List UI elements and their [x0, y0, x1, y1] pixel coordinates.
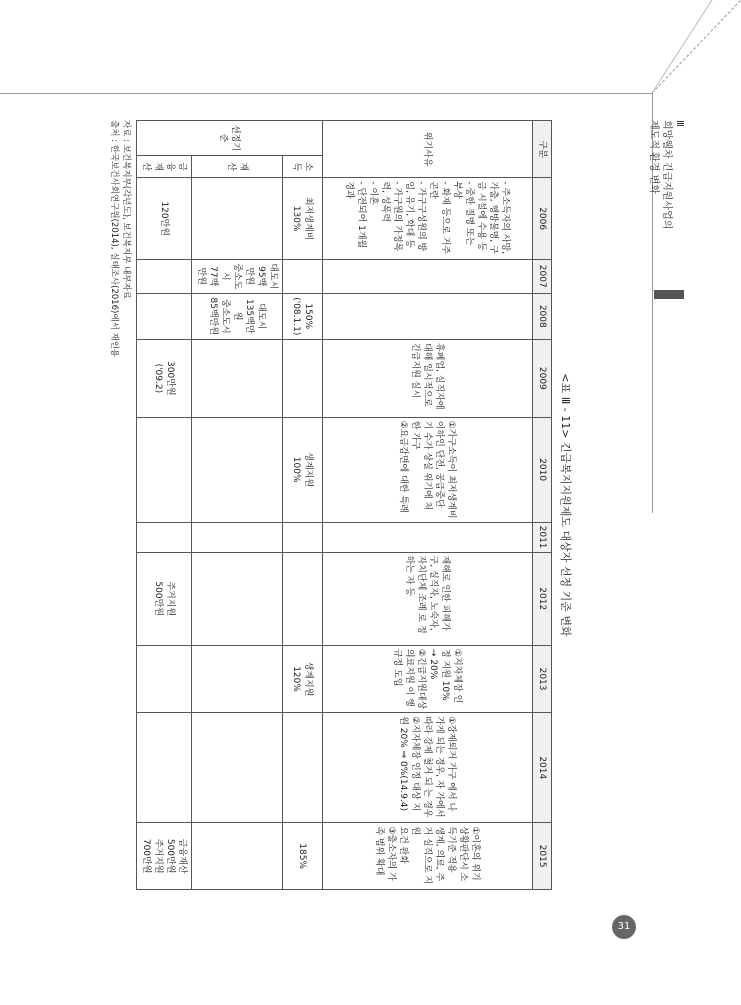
criteria-table [136, 120, 552, 890]
row-finance [137, 121, 192, 890]
cell-income-2015: 185% [283, 823, 323, 890]
cell-empty [323, 259, 533, 293]
cell-income-2006 [283, 178, 323, 260]
header-year: 2015 [533, 823, 552, 890]
cell-empty [323, 293, 533, 339]
cell-crisis-2012: 재해로 인한 피해가구, 실직자, 노숙자, 자치단체 조례 로 정하는 자 등 [323, 552, 533, 645]
cell-crisis-2010: ①가구소득이 최저생계비 이하인 단전, 공급중단 기 수가 상실 위기에 처한 가구 ②요금감면에 대한 특례 [323, 417, 533, 522]
row-label-income: 소득 [283, 156, 323, 178]
cell-empty [283, 522, 323, 552]
cell-empty [192, 823, 283, 890]
note-citation: 출처 : 한국보건사회연구원(2014), 실태조사(2016)에서 재인용 [109, 120, 119, 358]
cell-empty [137, 259, 192, 293]
cell-asset-2007: 대도시 95백만원 중소도시 77백만원 [192, 259, 283, 293]
cell-income-2013: 생계지원 120% [283, 645, 323, 712]
cell-empty [137, 645, 192, 712]
header-corner: 구분 [533, 121, 552, 178]
cell-empty [192, 713, 283, 823]
cell-empty [192, 178, 283, 260]
row-crisis [323, 121, 533, 890]
cell-empty [137, 293, 192, 339]
income-2006-value: 130% [291, 205, 302, 232]
header-year: 2012 [533, 552, 552, 645]
cell-empty [192, 645, 283, 712]
cell-empty [283, 552, 323, 645]
header-year: 2010 [533, 417, 552, 522]
cell-empty [192, 522, 283, 552]
cell-empty [192, 552, 283, 645]
header-year: 2007 [533, 259, 552, 293]
chapter-title: 희망웰차 긴급지원사업의 [661, 120, 672, 230]
note-source: 자료 : 보건복지부(각년도), 보건복지부 내부자료 [121, 120, 131, 300]
cell-empty [137, 522, 192, 552]
chapter-number: Ⅲ [674, 120, 685, 127]
cell-crisis-2009: 휴폐업, 실직자에 대해 일시적으로 긴급지원 실시 [323, 339, 533, 417]
row-income [283, 121, 323, 890]
cell-empty [137, 417, 192, 522]
row-asset [192, 121, 283, 890]
cell-finance-2012: 주거지원 500만원 [137, 552, 192, 645]
row-group-criteria: 선정기준 [137, 121, 323, 156]
cell-finance-2009: 300만원 ('09.2) [137, 339, 192, 417]
page-number: 31 [612, 915, 636, 939]
header-year: 2014 [533, 713, 552, 823]
cell-crisis-2015: ①이혼의 위기 상황판단시 소득기준 적용 생계, 의료, 주거 실직으로 지원 요건 완화 ③출소자의 가족 범위 확대 [323, 823, 533, 890]
cell-finance-2015: 금융재산 500만원 주거지원 700만원 [137, 823, 192, 890]
cell-crisis-2014: ①강제퇴거 가구 에서 나가게 되는 경우, 자 가에서 따라 강제 철거 되 는 경우 ②지자체장 인정 대상 지원 20% ⇒ 0%(14.9.4) [323, 713, 533, 823]
table-header-row [533, 121, 552, 890]
cell-empty [192, 339, 283, 417]
chapter-subtitle: 제도적 환경 변화 [648, 120, 659, 194]
cell-empty [283, 259, 323, 293]
cell-income-2010: 생계지원 100% [283, 417, 323, 522]
source-note [108, 120, 132, 890]
header-year: 2008 [533, 293, 552, 339]
cell-crisis-2006: - 주소득자의 사망, 가출, 행방불명, 구금 시설에 수용 등 - 중한 질병 또는 부상 - 화재 등으로 거주 곤란 - 가구구성원의 방임, 유기, 학대 등 - 가구원의 가정폭력, 성폭력 - 이혼 - 단전되어 1개월 경과 [323, 178, 533, 260]
cell-asset-2008: 대도시 135백만원 중소도시 85백만원 [192, 293, 283, 339]
income-base-label: 최저생계비 [303, 196, 314, 241]
chapter-bar [654, 290, 684, 299]
cell-crisis-2013: ①지자체장 인정 지원 10% → 20% ②긴급지원대상 의료지원 이 행 규정 도입 [323, 645, 533, 712]
header-year: 2009 [533, 339, 552, 417]
row-label-asset: 재산 [192, 156, 283, 178]
row-label-finance: 금융재산 [137, 156, 192, 178]
table-caption: <표 Ⅲ - 11> 긴급복지지원제도 대상자 선정 기준 변화 [559, 373, 572, 637]
chapter-header [648, 120, 686, 300]
cell-empty [283, 339, 323, 417]
cell-empty [323, 522, 533, 552]
row-label-crisis: 위기사유 [323, 121, 533, 178]
header-year: 2006 [533, 178, 552, 260]
cell-empty [137, 713, 192, 823]
rotated-table-area [110, 120, 580, 890]
cell-empty [283, 713, 323, 823]
header-year: 2011 [533, 522, 552, 552]
cell-income-2008: 150% ('08.1.1) [283, 293, 323, 339]
cell-empty [192, 417, 283, 522]
header-year: 2013 [533, 645, 552, 712]
cell-finance-2006: 120만원 [137, 178, 192, 260]
